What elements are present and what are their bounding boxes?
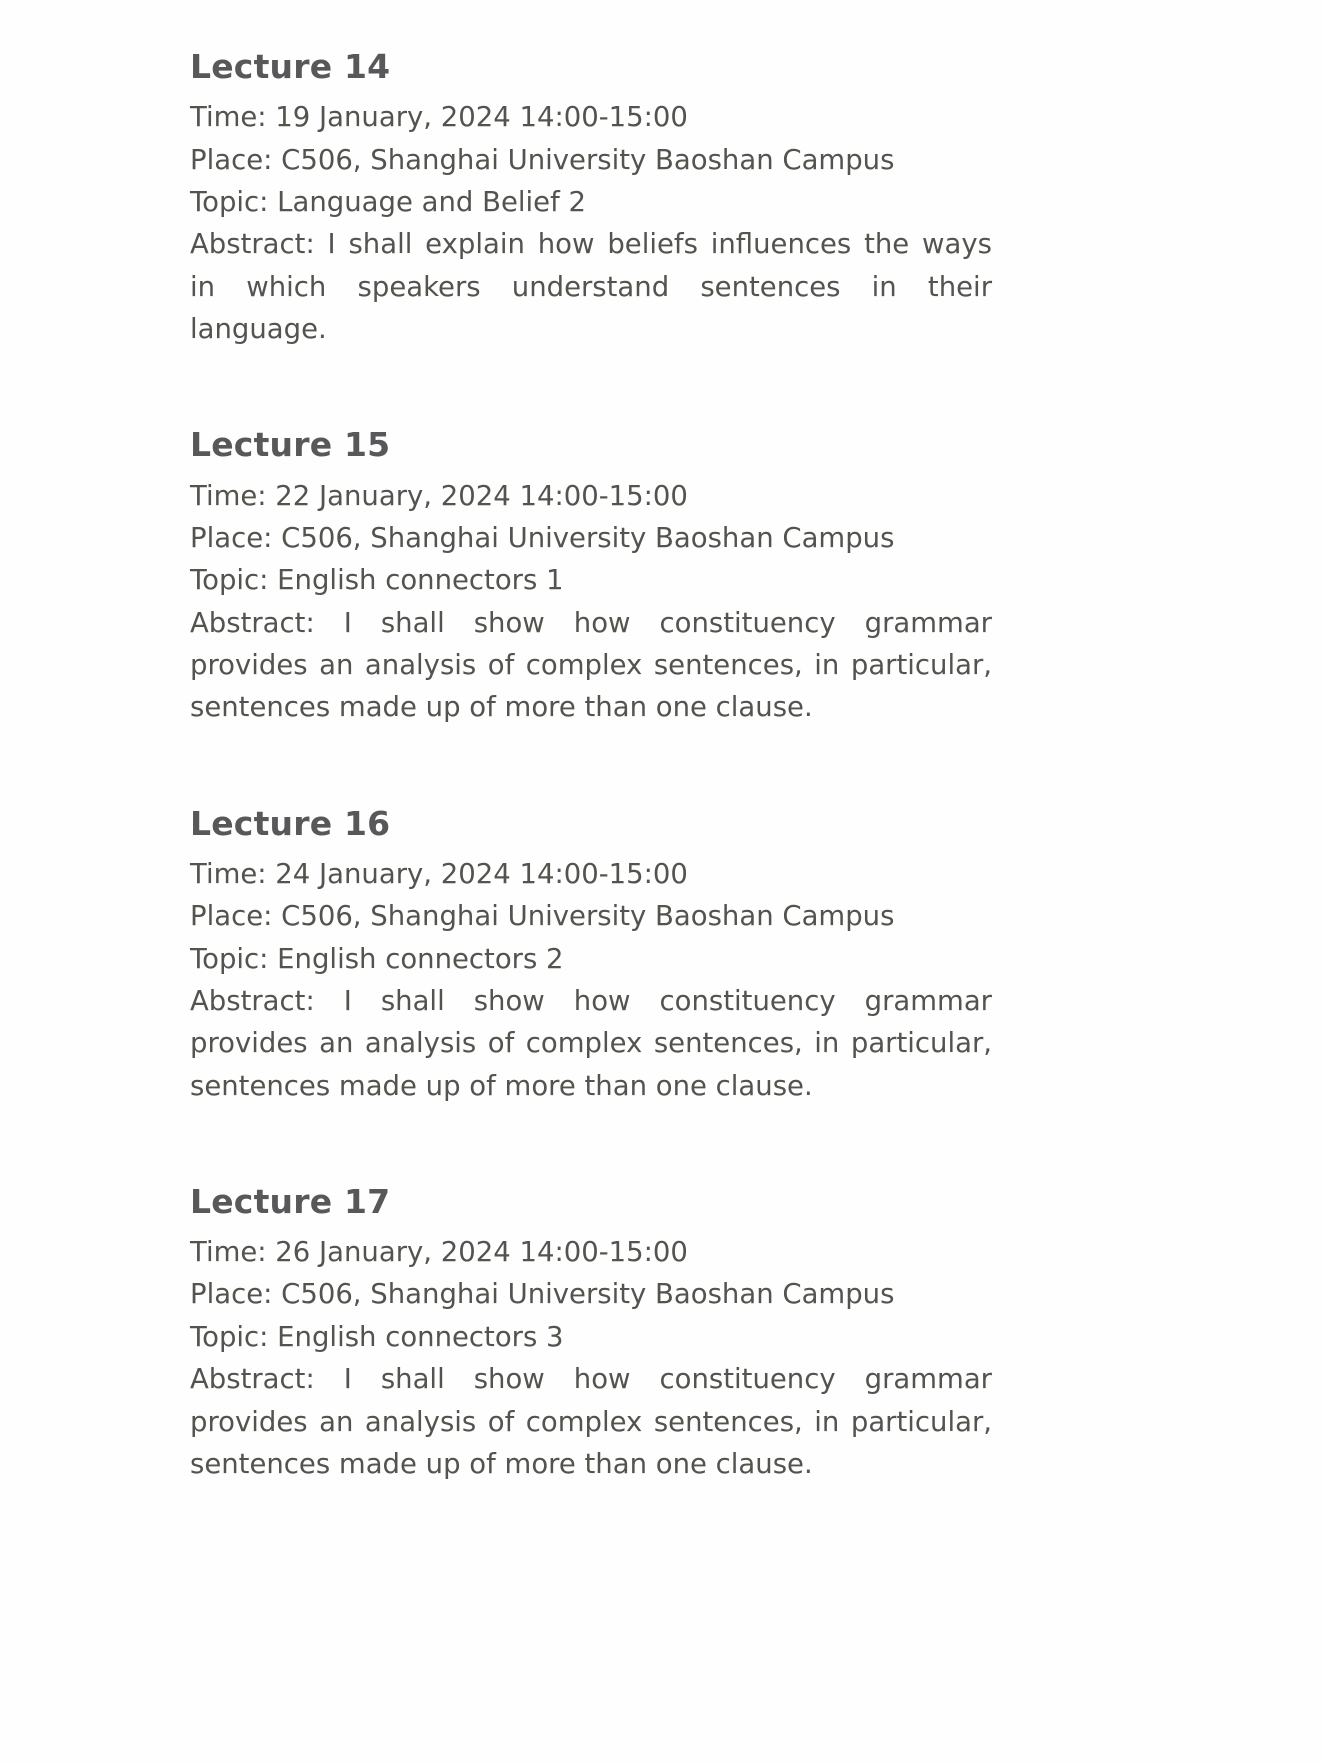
lecture-title: Lecture 15 xyxy=(190,425,391,465)
lecture-entry xyxy=(190,1181,992,1485)
lecture-time: Time: 24 January, 2024 14:00-15:00 xyxy=(190,857,688,890)
lecture-entry xyxy=(190,424,992,728)
lecture-entry xyxy=(190,46,992,350)
lecture-time: Time: 22 January, 2024 14:00-15:00 xyxy=(190,479,688,512)
lecture-title: Lecture 17 xyxy=(190,1181,391,1221)
lecture-abstract: Abstract: I shall show how constituency grammar provides an analysis of complex sentences, in particular, sentences made up of more than one clause. xyxy=(190,606,992,724)
lecture-title: Lecture 16 xyxy=(190,803,391,843)
lecture-topic: Topic: English connectors 3 xyxy=(190,1320,564,1353)
lecture-topic: Topic: English connectors 2 xyxy=(190,942,564,975)
lecture-title: Lecture 14 xyxy=(190,47,391,86)
lecture-place: Place: C506, Shanghai University Baoshan Campus xyxy=(190,521,895,554)
lecture-topic: Topic: Language and Belief 2 xyxy=(190,185,587,218)
lecture-abstract: Abstract: I shall show how constituency grammar provides an analysis of complex sentences, in particular, sentences made up of more than one clause. xyxy=(190,984,992,1102)
lecture-place: Place: C506, Shanghai University Baoshan Campus xyxy=(190,143,895,176)
lecture-abstract: Abstract: I shall explain how beliefs influences the ways in which speakers understand sentences in their language. xyxy=(190,228,992,345)
lecture-entry xyxy=(190,803,992,1107)
lecture-place: Place: C506, Shanghai University Baoshan Campus xyxy=(190,1278,895,1311)
lecture-time: Time: 19 January, 2024 14:00-15:00 xyxy=(190,101,688,134)
lecture-abstract: Abstract: I shall show how constituency grammar provides an analysis of complex sentences, in particular, sentences made up of more than one clause. xyxy=(190,1363,992,1480)
lecture-topic: Topic: English connectors 1 xyxy=(190,564,564,597)
lecture-time: Time: 26 January, 2024 14:00-15:00 xyxy=(190,1236,688,1269)
lecture-place: Place: C506, Shanghai University Baoshan Campus xyxy=(190,900,895,933)
